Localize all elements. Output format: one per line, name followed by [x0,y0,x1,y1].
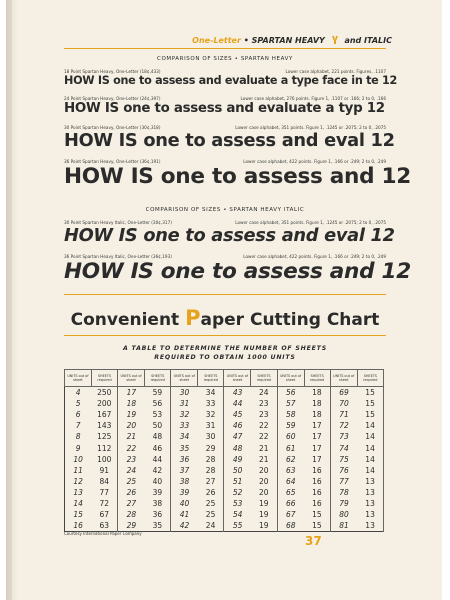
units-cell: 79 [339,498,349,508]
column-header-sheets: SHEETS required [304,370,330,387]
units-cell: 75 [339,454,349,464]
sheets-cell: 250 [91,387,117,399]
sheets-cell: 19 [251,520,277,532]
header-rule [64,48,386,49]
column-header-sheets: SHEETS required [357,370,383,387]
table-row [65,431,384,442]
header-suffix: and ITALIC [344,36,392,45]
units-cell: 34 [179,432,190,442]
sheets-cell: 31 [198,420,224,431]
table-header-row [65,370,384,387]
chart-title-post: aper Cutting Chart [200,310,380,330]
units-cell: 55 [232,521,243,531]
units-cell: 17 [126,388,137,398]
sheets-cell: 17 [304,454,330,465]
units-cell: 18 [126,399,137,409]
paper-cutting-table [64,369,384,532]
units-cell: 51 [232,476,243,486]
sheets-cell: 33 [198,398,224,409]
sheets-cell: 53 [145,409,171,420]
sample-line-italic: HOW IS one to assess and 12 [64,259,411,284]
sheets-cell: 16 [304,498,330,509]
units-cell: 36 [179,454,190,464]
sheets-cell: 72 [91,498,117,509]
sheets-cell: 200 [91,398,117,409]
units-cell: 15 [73,510,83,520]
units-cell: 71 [339,410,349,420]
sheets-cell: 22 [251,431,277,442]
sheets-cell: 25 [198,498,224,509]
units-cell: 53 [232,498,243,508]
units-cell: 43 [232,388,243,398]
units-cell: 28 [126,510,137,520]
units-cell: 23 [126,454,137,464]
header-prefix: One-Letter [192,36,241,45]
sheets-cell: 36 [145,509,171,520]
sheets-cell: 24 [198,520,224,532]
sample-meta-left: 18 Point Spartan Heavy, One-Letter (18¢,433) [64,69,161,74]
sample-meta-left: 36 Point Spartan Heavy, One-Letter (36¢,191) [64,159,161,164]
units-cell: 33 [179,421,190,431]
sample-line: HOW IS one to assess and 12 [64,164,411,189]
sheets-cell: 50 [145,420,171,431]
sheets-cell: 18 [304,398,330,409]
sheets-cell: 16 [304,465,330,476]
column-header-sheets: SHEETS required [91,370,117,387]
sample-meta-right: Lower case alphabet, 422 points. Figure 1, .166 or .249; 2 to 0, .249 [243,254,386,259]
sheets-cell: 24 [251,387,277,399]
sheets-cell: 25 [198,509,224,520]
sheets-cell: 14 [357,420,383,431]
units-cell: 76 [339,465,349,475]
sheets-cell: 14 [357,454,383,465]
units-cell: 9 [75,443,81,453]
sheets-cell: 42 [145,465,171,476]
sheets-cell: 14 [357,465,383,476]
chart-subtitle-2: REQUIRED TO OBTAIN 1000 UNITS [154,354,296,361]
sheets-cell: 48 [145,431,171,442]
page-gutter-shadow [6,0,18,600]
table-row [65,487,384,498]
section1-title: COMPARISON OF SIZES • SPARTAN HEAVY [157,56,293,62]
units-cell: 21 [126,432,137,442]
chart-title-initial: P [185,306,201,330]
units-cell: 39 [179,487,190,497]
units-cell: 29 [126,521,137,531]
sample-meta-right: Lower case alphabet, 351 points. Figure 1, .1245 or .2075; 2 to 0, .2075 [235,125,386,130]
units-cell: 38 [179,476,190,486]
page-number: 37 [305,534,322,548]
column-header-sheets: SHEETS required [145,370,171,387]
chart-subtitle-1: A TABLE TO DETERMINE THE NUMBER OF SHEETS [123,345,327,352]
units-cell: 56 [286,388,296,398]
sheets-cell: 15 [304,509,330,520]
sheets-cell: 21 [251,454,277,465]
sheets-cell: 167 [91,409,117,420]
sheets-cell: 21 [251,442,277,453]
sheets-cell: 22 [251,420,277,431]
units-cell: 66 [286,498,296,508]
sheets-cell: 125 [91,431,117,442]
sheets-cell: 67 [91,509,117,520]
sheets-cell: 18 [304,409,330,420]
units-cell: 70 [339,399,349,409]
units-cell: 32 [179,410,190,420]
column-header-units: UNITS out of sheet [224,370,251,387]
units-cell: 45 [232,410,243,420]
chart-title [64,306,386,330]
sample-meta-right: Lower case alphabet, 276 points. Figure 1, .1107 or .166; 2 to 0, .166 [240,96,386,101]
units-cell: 8 [75,432,81,442]
header-dot: • [243,36,249,45]
sample-meta-right: Lower case alphabet, 422 points. Figure 1, .166 or .249; 2 to 0, .249 [243,159,386,164]
header-name: SPARTAN HEAVY [251,36,325,45]
column-header-sheets: SHEETS required [251,370,277,387]
units-cell: 72 [339,421,349,431]
sheets-cell: 29 [198,442,224,453]
units-cell: 61 [286,443,296,453]
sheets-cell: 56 [145,398,171,409]
units-cell: 77 [339,476,349,486]
sheets-cell: 84 [91,476,117,487]
sheets-cell: 13 [357,509,383,520]
chart-title-pre: Convenient [70,310,186,330]
section2-title: COMPARISON OF SIZES • SPARTAN HEAVY ITALIC [145,207,305,213]
sheets-cell: 15 [357,409,383,420]
units-cell: 69 [339,388,349,398]
sample-meta-right: Lower case alphabet, 351 points. Figure 1, .1245 or .2075; 2 to 0, .2075 [235,220,386,225]
sheets-cell: 28 [198,465,224,476]
units-cell: 11 [73,465,83,475]
units-cell: 65 [286,487,296,497]
sample-line: HOW IS one to assess and evaluate a type face in te 12 [64,74,397,87]
units-cell: 37 [179,465,190,475]
table-row [65,509,384,520]
sheets-cell: 15 [357,398,383,409]
units-cell: 74 [339,443,349,453]
sheets-cell: 13 [357,498,383,509]
sheets-cell: 14 [357,442,383,453]
units-cell: 6 [75,410,81,420]
units-cell: 60 [286,432,296,442]
letter-mark-icon [331,35,339,45]
column-header-units: UNITS out of sheet [330,370,357,387]
units-cell: 16 [73,521,83,531]
column-header-units: UNITS out of sheet [277,370,304,387]
table-row [65,420,384,431]
sample-meta-left: 24 Point Spartan Heavy, One-Letter (24¢,397) [64,96,161,101]
units-cell: 4 [75,388,81,398]
units-cell: 20 [126,421,137,431]
sheets-cell: 13 [357,476,383,487]
sheets-cell: 16 [304,476,330,487]
sheets-cell: 15 [304,520,330,532]
units-cell: 31 [179,399,190,409]
units-cell: 25 [126,476,137,486]
table-row [65,409,384,420]
units-cell: 52 [232,487,243,497]
sheets-cell: 18 [304,387,330,399]
units-cell: 22 [126,443,137,453]
sheets-cell: 13 [357,487,383,498]
units-cell: 49 [232,454,243,464]
sheets-cell: 59 [145,387,171,399]
units-cell: 30 [179,388,190,398]
units-cell: 54 [232,510,243,520]
units-cell: 42 [179,521,190,531]
table-row [65,454,384,465]
sheets-cell: 91 [91,465,117,476]
sheets-cell: 77 [91,487,117,498]
sheets-cell: 15 [357,387,383,399]
sheets-cell: 35 [145,520,171,532]
units-cell: 46 [232,421,243,431]
table-row [65,398,384,409]
units-cell: 44 [232,399,243,409]
sheets-cell: 143 [91,420,117,431]
courtesy-note: Courtesy International Paper Company [64,531,142,536]
units-cell: 24 [126,465,137,475]
sheets-cell: 32 [198,409,224,420]
units-cell: 62 [286,454,296,464]
sheets-cell: 19 [251,498,277,509]
sheets-cell: 23 [251,409,277,420]
units-cell: 50 [232,465,243,475]
units-cell: 73 [339,432,349,442]
table-body [65,387,384,532]
column-header-sheets: SHEETS required [198,370,224,387]
units-cell: 78 [339,487,349,497]
sheets-cell: 63 [91,520,117,532]
sample-meta-left: 30 Point Spartan Heavy Italic, One-Letter (30¢,317) [64,220,172,225]
sheets-cell: 26 [198,487,224,498]
sample-meta-left: 30 Point Spartan Heavy, One-Letter (30¢,318) [64,125,161,130]
sheets-cell: 100 [91,454,117,465]
sheets-cell: 44 [145,454,171,465]
sheets-cell: 13 [357,520,383,532]
units-cell: 35 [179,443,190,453]
units-cell: 7 [75,421,81,431]
sheets-cell: 23 [251,398,277,409]
sheets-cell: 20 [251,465,277,476]
units-cell: 57 [286,399,296,409]
column-header-units: UNITS out of sheet [65,370,92,387]
table-row [65,442,384,453]
units-cell: 27 [126,498,137,508]
sheets-cell: 19 [251,509,277,520]
units-cell: 81 [339,521,349,531]
chart-rule-top [64,294,386,295]
sheets-cell: 16 [304,487,330,498]
sheets-cell: 46 [145,442,171,453]
units-cell: 5 [75,399,81,409]
sheets-cell: 17 [304,420,330,431]
sample-line-italic: HOW IS one to assess and eval 12 [64,225,395,246]
table-row [65,476,384,487]
units-cell: 13 [73,487,83,497]
table-row [65,465,384,476]
column-header-units: UNITS out of sheet [171,370,198,387]
sheets-cell: 38 [145,498,171,509]
sheets-cell: 20 [251,476,277,487]
table-row [65,498,384,509]
units-cell: 10 [73,454,83,464]
column-header-units: UNITS out of sheet [118,370,145,387]
table-row [65,520,384,532]
units-cell: 14 [73,498,83,508]
chart-rule-bottom [64,335,386,336]
units-cell: 48 [232,443,243,453]
sheets-cell: 30 [198,431,224,442]
units-cell: 67 [286,510,296,520]
units-cell: 26 [126,487,137,497]
sheets-cell: 14 [357,431,383,442]
units-cell: 47 [232,432,243,442]
units-cell: 41 [179,510,190,520]
sample-meta-left: 36 Point Spartan Heavy Italic, One-Letter (36¢,193) [64,254,172,259]
sheets-cell: 27 [198,476,224,487]
units-cell: 64 [286,476,296,486]
units-cell: 68 [286,521,296,531]
units-cell: 59 [286,421,296,431]
units-cell: 19 [126,410,137,420]
units-cell: 58 [286,410,296,420]
units-cell: 40 [179,498,190,508]
sheets-cell: 34 [198,387,224,399]
sheets-cell: 39 [145,487,171,498]
units-cell: 12 [73,476,83,486]
sheets-cell: 20 [251,487,277,498]
sheets-cell: 112 [91,442,117,453]
sample-meta-right: Lower case alphabet, 221 points. Figures, .1107 [285,69,386,74]
sheets-cell: 28 [198,454,224,465]
sample-line: HOW IS one to assess and evaluate a typ 12 [64,101,385,116]
sample-line: HOW IS one to assess and eval 12 [64,130,395,151]
sheets-cell: 40 [145,476,171,487]
units-cell: 63 [286,465,296,475]
sheets-cell: 17 [304,431,330,442]
units-cell: 80 [339,510,349,520]
sheets-cell: 17 [304,442,330,453]
table-row [65,387,384,399]
page-header [192,35,392,45]
